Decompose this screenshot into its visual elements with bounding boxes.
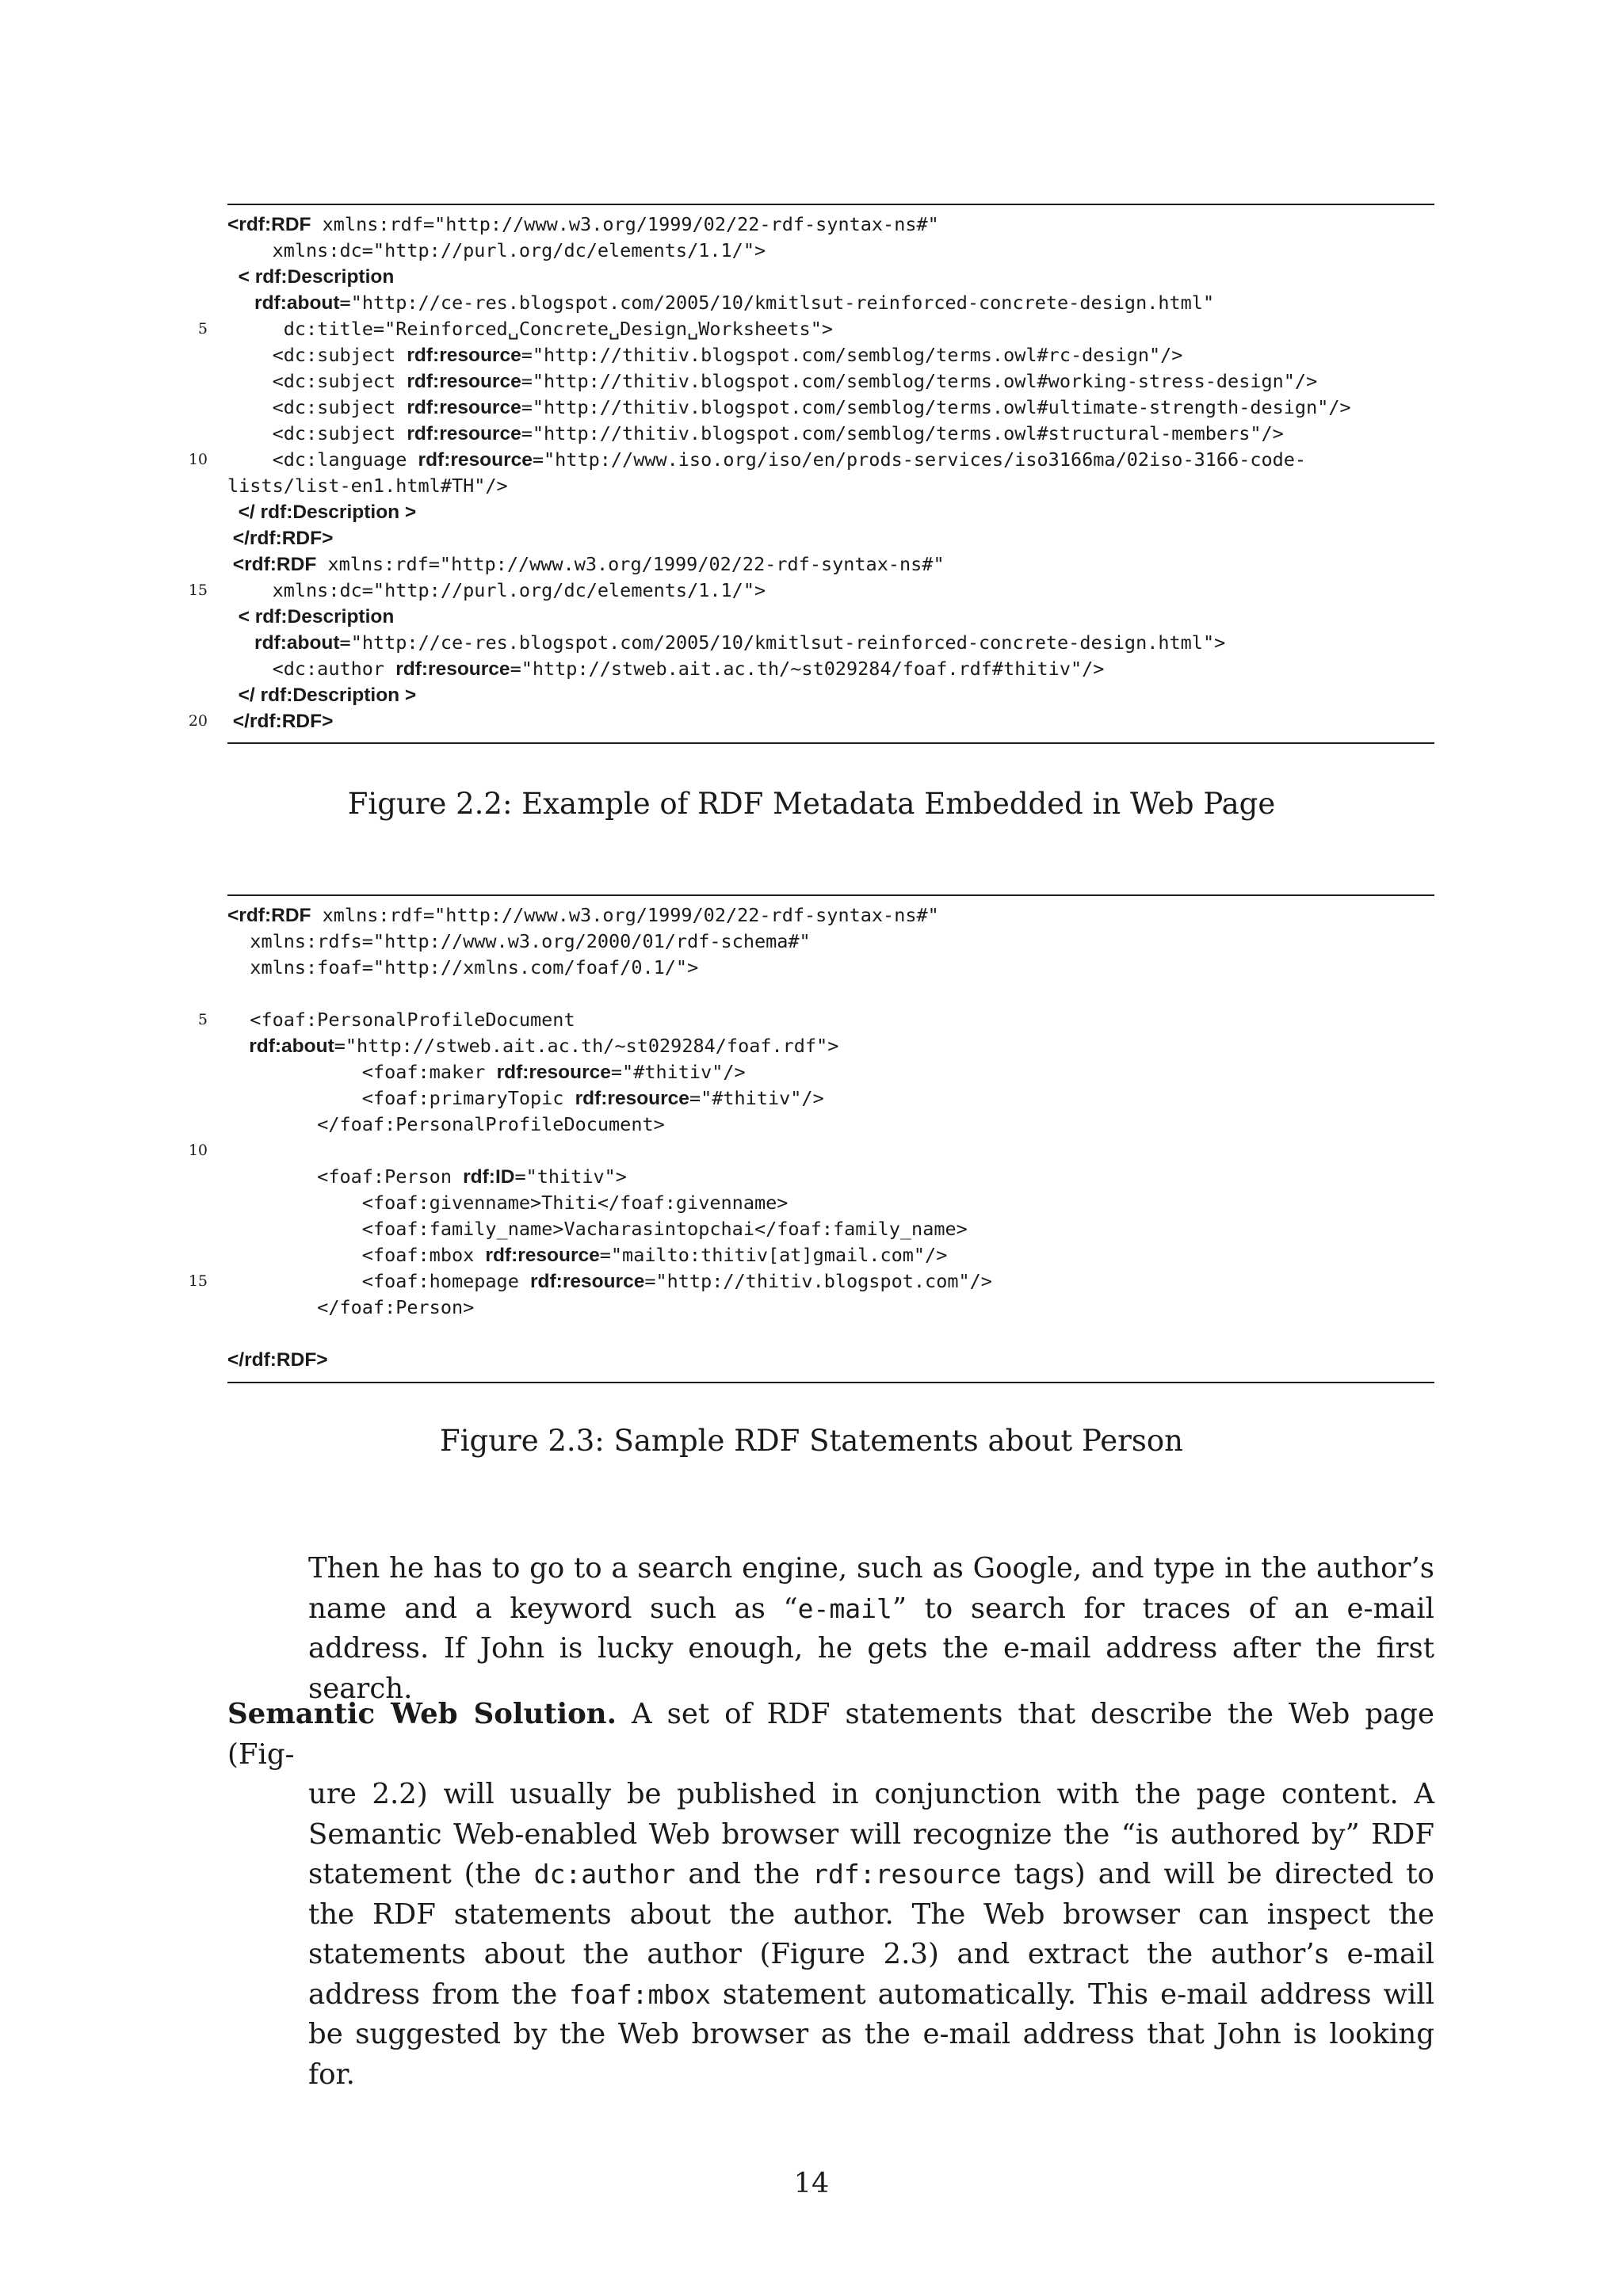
code-text: <foaf:mbox [227,1244,486,1266]
code-text: <dc:author [227,658,396,680]
code-line [227,1033,838,1058]
code-keyword: < rdf:Description [227,606,395,627]
code-keyword: rdf:resource [407,397,521,418]
code-text: ="http://ce-res.blogspot.com/2005/10/kmitlsut-reinforced-concrete-design.html" [339,292,1215,314]
line-number: 10 [188,1142,208,1159]
code-text: <dc:subject [227,396,407,418]
inline-code: rdf:resource [812,1859,1002,1890]
code-line [227,499,416,524]
code-text: <foaf:maker [227,1061,497,1083]
code-line [227,1242,947,1268]
paragraph-text: ” to search for traces of an e-mail address. If John is lucky enough, he gets the e-mail address after the first search. [308,1592,1434,1705]
inline-code: e-mail [797,1592,892,1624]
code-keyword: </ rdf:Description > [227,502,417,523]
code-keyword: rdf:resource [407,371,521,392]
code-text: ="http://stweb.ait.ac.th/~st029284/foaf.rdf#thitiv"/> [510,658,1105,680]
code-text: xmlns:rdfs="http://www.w3.org/2000/01/rdf-schema#" [227,930,811,952]
code-keyword: rdf:resource [407,423,521,444]
code-keyword: rdf:resource [530,1271,645,1292]
code-line [227,1268,992,1294]
figure-caption-2-3: Figure 2.3: Sample RDF Statements about Person [440,1424,1183,1458]
code-line [227,682,416,707]
code-line [227,1059,746,1085]
code-line [227,1007,575,1032]
body-paragraph-1 [308,1549,1434,1709]
code-line [227,238,766,263]
code-line [227,1347,328,1372]
line-number: 15 [188,582,208,599]
code-text: </foaf:Person> [227,1296,475,1318]
code-text: ="http://thitiv.blogspot.com/semblog/terms.owl#ultimate-strength-design"/> [521,396,1351,418]
code-text: ="http://thitiv.blogspot.com/semblog/terms.owl#structural-members"/> [521,422,1284,444]
code-keyword: <rdf:RDF [227,214,311,235]
code-text: xmlns:rdf="http://www.w3.org/1999/02/22-rdf-syntax-ns#" [311,213,939,235]
code-keyword: < rdf:Description [227,266,395,288]
code-text: ="thitiv"> [514,1165,627,1188]
paragraph-text: and the [675,1858,813,1890]
code-keyword: rdf:resource [418,449,533,471]
code-line [227,290,1214,315]
line-number: 5 [197,320,208,338]
code-line [227,955,698,980]
code-text: dc:title="Reinforced␣Concrete␣Design␣Worksheets"> [227,318,834,340]
code-line [227,395,1351,420]
code-text: xmlns:rdf="http://www.w3.org/1999/02/22-rdf-syntax-ns#" [316,553,945,575]
code-line [227,1164,627,1189]
code-keyword: <rdf:RDF [227,905,311,926]
code-line [227,929,811,954]
code-line [227,1112,665,1137]
code-line [227,525,333,551]
code-line [227,421,1284,446]
code-line [227,630,1225,655]
paragraph-text: ure 2.2) will usually be published in conjunction with the page content. A Semantic Web-enabled Web browser will recognize the “is authored by” RDF statement (the [308,1778,1434,1890]
code-text: <dc:subject [227,344,407,366]
code-text: <foaf:primaryTopic [227,1087,575,1109]
code-keyword: rdf:about [227,292,340,314]
paragraph-text: tags) and will be directed to the RDF statements about the author. The Web browser can inspect the statements about the author (Figure 2.3) and extract the author’s e-mail address from the [308,1858,1434,2011]
code-keyword: rdf:about [227,1035,334,1057]
inline-code: foaf:mbox [569,1978,711,2010]
code-text: ="mailto:thitiv[at]gmail.com"/> [599,1244,948,1266]
code-text: ="http://ce-res.blogspot.com/2005/10/kmitlsut-reinforced-concrete-design.html"> [339,631,1226,654]
code-text: </foaf:PersonalProfileDocument> [227,1113,665,1135]
body-paragraph-semantic-web-solution [227,1695,1434,2095]
paragraph-text: Then he has to go to a search engine, such as Google, and type in the author’s name and a keyword such as “ [308,1552,1434,1625]
code-line [227,316,833,341]
code-keyword: </rdf:RDF> [227,1349,328,1371]
code-text: <foaf:givenname>Thiti</foaf:givenname> [227,1192,789,1214]
code-line [227,1216,968,1241]
code-listing-figure-2-2 [188,204,1434,744]
inline-code: dc:author [533,1859,676,1890]
paragraph-first-line [227,1695,1434,1775]
code-line [227,656,1104,681]
code-text: <foaf:Person [227,1165,464,1188]
paragraph-heading: Semantic Web Solution. [227,1698,617,1730]
code-listing-figure-2-3 [188,894,1434,1383]
code-text: ="http://stweb.ait.ac.th/~st029284/foaf.rdf"> [334,1035,839,1057]
code-text: ="http://thitiv.blogspot.com"/> [644,1270,992,1292]
code-text: <dc:language [227,448,418,471]
code-keyword: </ rdf:Description > [227,685,417,706]
code-keyword: rdf:resource [395,658,510,680]
paragraph-text: statement automatically. This e-mail address will be suggested by the Web browser as the e-mail address that John is looking for. [308,1978,1434,2091]
code-keyword: </rdf:RDF> [227,528,334,549]
code-keyword: rdf:about [227,632,340,654]
code-keyword: rdf:ID [463,1166,515,1188]
code-line [227,1085,824,1111]
code-text: xmlns:foaf="http://xmlns.com/foaf/0.1/"> [227,956,699,978]
code-line [227,902,939,928]
code-text: ="#thitiv"/> [689,1087,824,1109]
code-keyword: rdf:resource [485,1245,600,1266]
code-line [227,1295,474,1320]
code-text: <foaf:homepage [227,1270,531,1292]
paragraph-text: A set of RDF statements that describe the Web page (Fig- [227,1698,1434,1771]
code-text: ="http://www.iso.org/iso/en/prods-services/iso3166ma/02iso-3166-code- [532,448,1307,471]
code-line [227,473,508,498]
paragraph-continuation [308,1775,1434,2095]
code-text: lists/list-en1.html#TH"/> [227,475,508,497]
code-text: ="http://thitiv.blogspot.com/semblog/terms.owl#working-stress-design"/> [521,370,1318,392]
code-keyword: <rdf:RDF [227,554,317,575]
code-keyword: </rdf:RDF> [227,711,334,732]
code-line [227,447,1306,472]
line-number: 20 [188,712,208,730]
code-text: <dc:subject [227,422,407,444]
code-line [227,368,1317,394]
code-line [227,1190,788,1215]
code-line [227,578,766,603]
code-text: xmlns:dc="http://purl.org/dc/elements/1.1/"> [227,579,766,601]
code-text: xmlns:dc="http://purl.org/dc/elements/1.1/"> [227,239,766,261]
code-text: ="#thitiv"/> [610,1061,746,1083]
code-text: <dc:subject [227,370,407,392]
figure-caption-2-2: Figure 2.2: Example of RDF Metadata Embedded in Web Page [347,787,1276,821]
code-keyword: rdf:resource [496,1062,611,1083]
code-keyword: rdf:resource [407,345,521,366]
code-line [227,604,394,629]
line-number: 10 [188,451,208,468]
code-text: <foaf:PersonalProfileDocument [227,1009,575,1031]
page-number: 14 [793,2168,830,2199]
code-line [227,264,394,289]
code-text: <foaf:family_name>Vacharasintopchai</foaf:family_name> [227,1218,968,1240]
code-line [227,342,1182,368]
code-keyword: rdf:resource [575,1088,689,1109]
line-number: 5 [197,1011,208,1028]
code-line [227,708,333,734]
line-number: 15 [188,1272,208,1290]
code-line [227,551,945,577]
code-line [227,212,939,237]
code-text: ="http://thitiv.blogspot.com/semblog/terms.owl#rc-design"/> [521,344,1183,366]
code-text: xmlns:rdf="http://www.w3.org/1999/02/22-rdf-syntax-ns#" [311,904,939,926]
